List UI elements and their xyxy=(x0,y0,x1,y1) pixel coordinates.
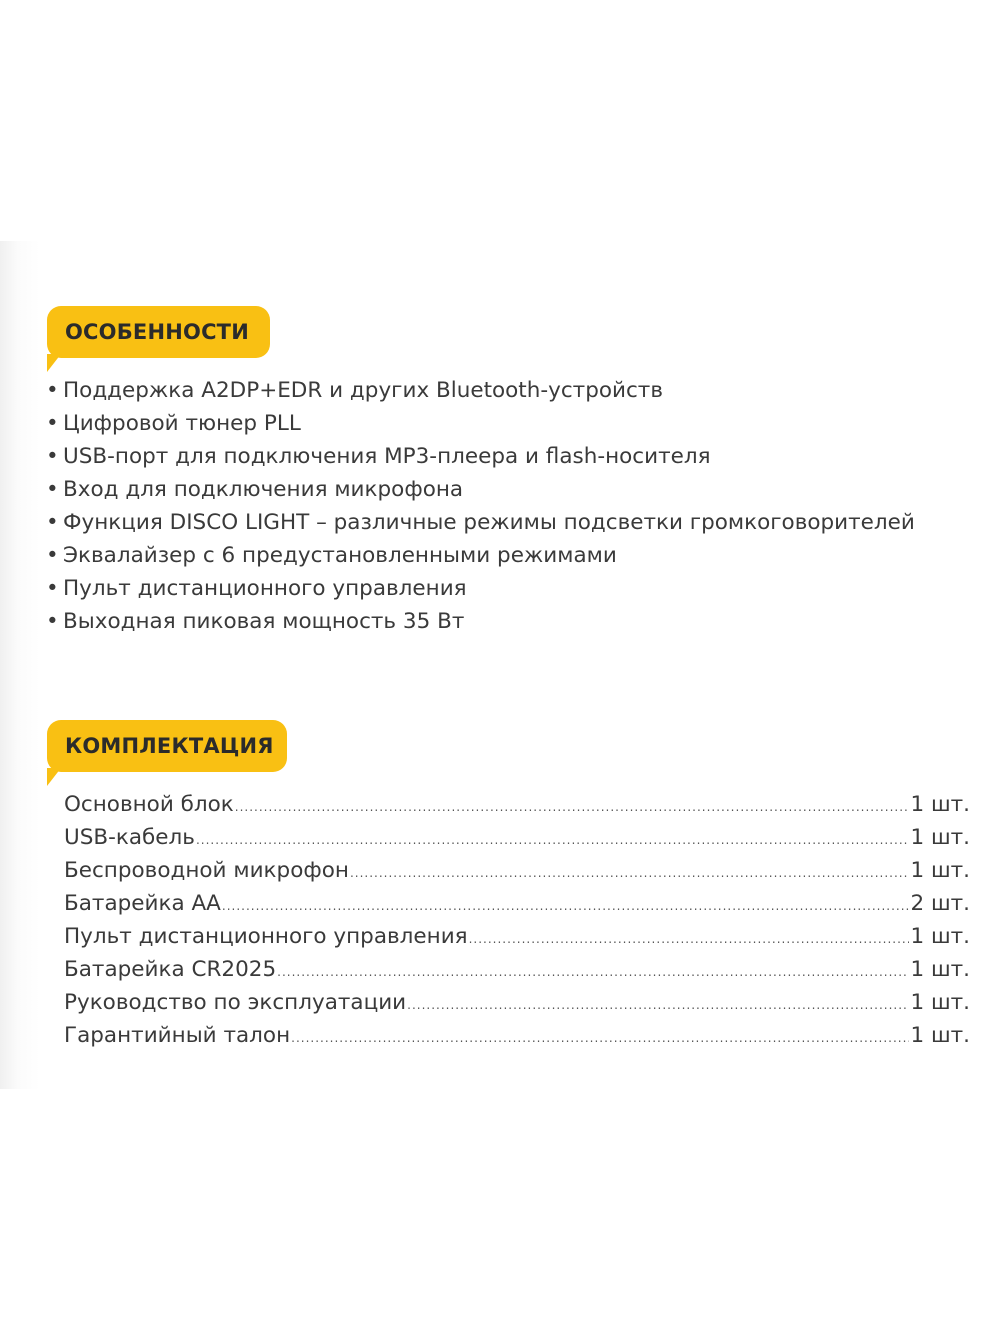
leader-dots xyxy=(196,824,910,857)
package-item-name: Гарантийный талон xyxy=(64,1023,291,1048)
package-item-qty: 1 шт. xyxy=(910,825,970,850)
feature-text: Поддержка A2DP+EDR и других Bluetooth-устройств xyxy=(63,378,663,403)
feature-item xyxy=(46,374,915,407)
feature-item xyxy=(46,440,915,473)
feature-item xyxy=(46,473,915,506)
feature-item xyxy=(46,539,915,572)
package-item-qty: 1 шт. xyxy=(910,990,970,1015)
bullet: • xyxy=(46,609,59,634)
package-item-name: Руководство по эксплуатации xyxy=(64,990,407,1015)
feature-text: Вход для подключения микрофона xyxy=(63,477,464,502)
package-row xyxy=(64,854,970,887)
package-row xyxy=(64,986,970,1019)
package-row xyxy=(64,887,970,920)
package-item-name: Батарейка CR2025 xyxy=(64,957,277,982)
leader-dots xyxy=(407,989,909,1022)
feature-item xyxy=(46,605,915,638)
feature-item xyxy=(46,407,915,440)
feature-item xyxy=(46,572,915,605)
leader-dots xyxy=(235,791,910,824)
bullet: • xyxy=(46,378,59,403)
feature-text: Эквалайзер с 6 предустановленными режимами xyxy=(63,543,617,568)
bullet: • xyxy=(46,444,59,469)
bullet: • xyxy=(46,477,59,502)
package-item-qty: 1 шт. xyxy=(910,1023,970,1048)
feature-text: Пульт дистанционного управления xyxy=(63,576,467,601)
bullet: • xyxy=(46,411,59,436)
package-item-qty: 1 шт. xyxy=(910,957,970,982)
package-item-qty: 2 шт. xyxy=(910,891,970,916)
bullet: • xyxy=(46,510,59,535)
package-item-name: Беспроводной микрофон xyxy=(64,858,349,883)
features-heading-badge xyxy=(47,306,270,358)
feature-text: Функция DISCO LIGHT – различные режимы подсветки громкоговорителей xyxy=(63,510,915,535)
package-row xyxy=(64,1019,970,1052)
feature-text: Выходная пиковая мощность 35 Вт xyxy=(63,609,465,634)
package-item-qty: 1 шт. xyxy=(910,858,970,883)
leader-dots xyxy=(277,956,909,989)
leader-dots xyxy=(222,890,910,923)
package-item-qty: 1 шт. xyxy=(910,792,970,817)
bullet: • xyxy=(46,543,59,568)
package-heading: КОМПЛЕКТАЦИЯ xyxy=(65,734,274,758)
package-row xyxy=(64,788,970,821)
leader-dots xyxy=(291,1022,909,1055)
package-item-name: Основной блок xyxy=(64,792,234,817)
leader-dots xyxy=(469,923,910,956)
package-row xyxy=(64,821,970,854)
leader-dots xyxy=(350,857,910,890)
feature-item xyxy=(46,506,915,539)
bullet: • xyxy=(46,576,59,601)
feature-text: Цифровой тюнер PLL xyxy=(63,411,301,436)
package-item-name: Пульт дистанционного управления xyxy=(64,924,468,949)
package-row xyxy=(64,953,970,986)
features-list xyxy=(46,374,915,638)
package-item-name: Батарейка АА xyxy=(64,891,221,916)
package-item-qty: 1 шт. xyxy=(910,924,970,949)
feature-text: USB-порт для подключения MP3-плеера и flash-носителя xyxy=(63,444,711,469)
features-heading: ОСОБЕННОСТИ xyxy=(65,320,249,344)
package-list xyxy=(64,788,970,1052)
package-row xyxy=(64,920,970,953)
package-heading-badge xyxy=(47,720,287,772)
package-item-name: USB-кабель xyxy=(64,825,195,850)
